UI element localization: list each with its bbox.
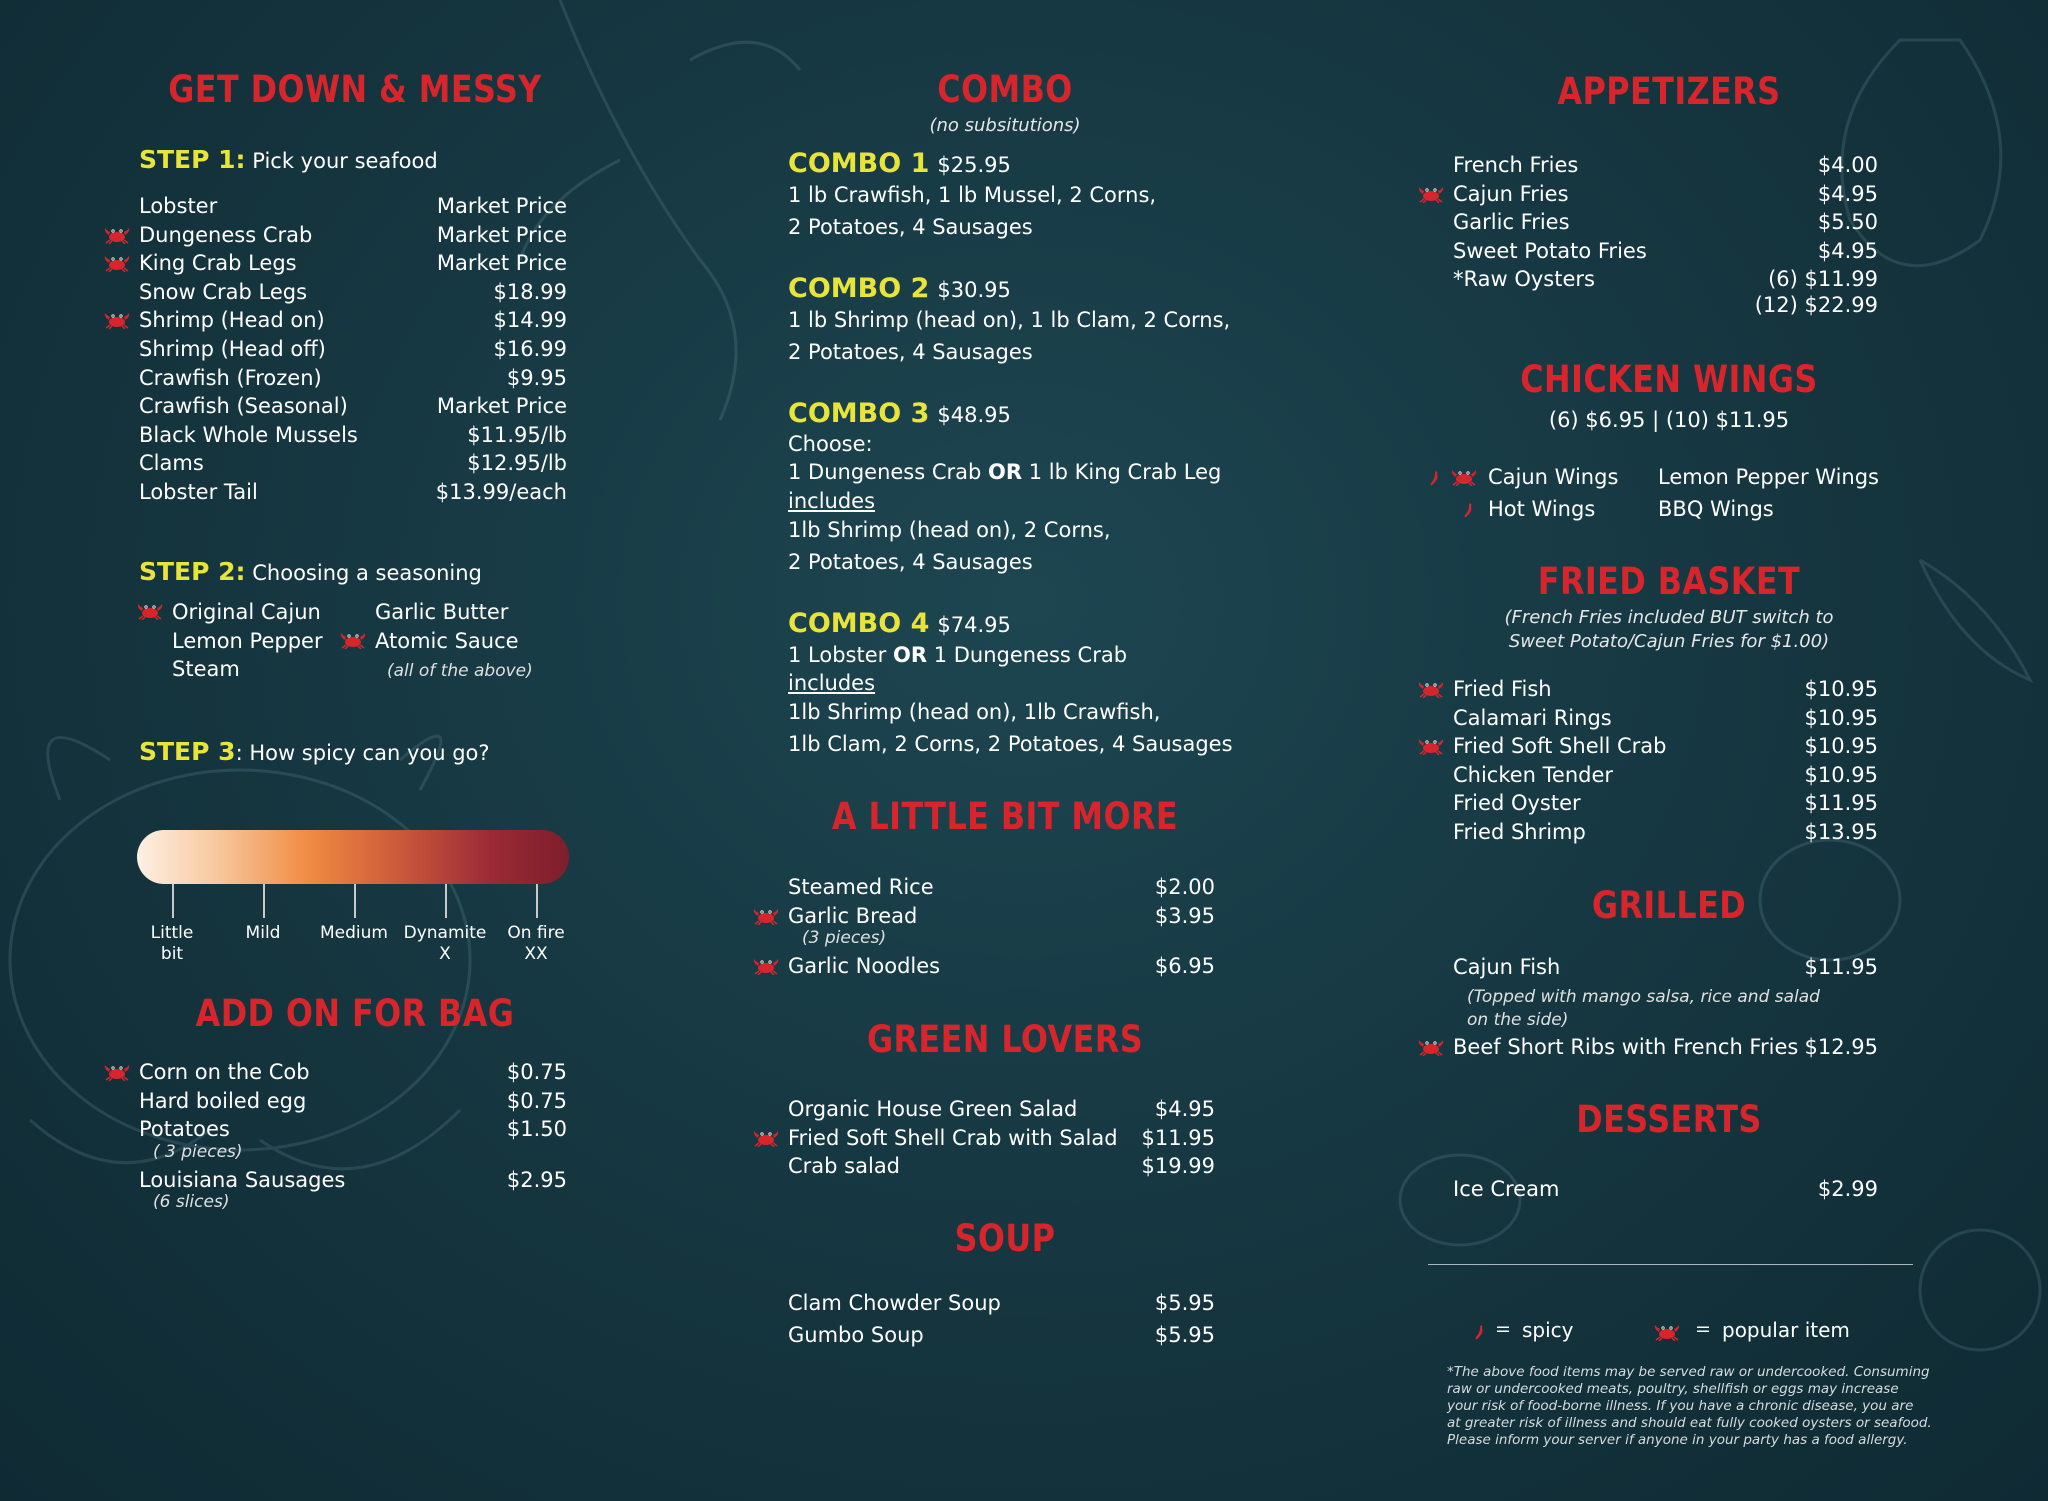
seasoning-note: (all of the above)	[387, 661, 533, 681]
menu-item-price: $5.95	[1154, 1323, 1215, 1347]
spice-level-line-1: Little	[150, 923, 194, 943]
menu-item-name: Black Whole Mussels	[139, 422, 358, 447]
menu-item	[1453, 210, 1878, 234]
grilled-item-name: Beef Short Ribs with French Fries	[1453, 1035, 1799, 1059]
step-2-text: Choosing a seasoning	[252, 561, 482, 585]
menu-item	[788, 1154, 1215, 1178]
menu-item	[139, 394, 567, 418]
menu-item	[1453, 820, 1878, 844]
menu-item	[139, 366, 567, 390]
menu-item-price: $14.99	[493, 308, 567, 333]
step-2-label	[139, 557, 482, 586]
wing-lemon-pepper: Lemon Pepper Wings	[1658, 465, 1879, 489]
menu-item-name: Sweet Potato Fries	[1453, 238, 1647, 263]
menu-item-name: Cajun Fries	[1453, 181, 1569, 206]
menu-item-price: Market Price	[436, 194, 567, 218]
section-title-desserts: DESSERTS	[1576, 1098, 1762, 1141]
combo-3-line-1: 1lb Shrimp (head on), 2 Corns,	[788, 518, 1111, 542]
grilled-note-1: (Topped with mango salsa, rice and salad	[1467, 987, 1820, 1007]
menu-item-note: ( 3 pieces)	[153, 1141, 243, 1162]
section-title-get-down: GET DOWN & MESSY	[168, 68, 542, 111]
section-title-appetizers: APPETIZERS	[1557, 70, 1781, 113]
dessert-item-name: Ice Cream	[1453, 1177, 1560, 1201]
section-title-basket: FRIED BASKET	[1537, 560, 1801, 603]
combo-2-header	[788, 273, 1011, 304]
spice-tick	[445, 884, 447, 918]
menu-item	[139, 451, 567, 475]
menu-item	[139, 251, 567, 275]
menu-item-name: Clams	[139, 451, 204, 476]
menu-item	[139, 194, 567, 218]
menu-item-price: $4.95	[1154, 1097, 1215, 1121]
menu-item	[1453, 734, 1878, 758]
menu-item-name: Hard boiled egg	[139, 1088, 307, 1113]
crab-icon	[752, 1129, 780, 1147]
menu-item-price: $13.99/each	[435, 480, 567, 504]
crab-icon	[103, 226, 131, 244]
spice-level-line-1: On fire	[507, 923, 565, 943]
section-title-grilled: GRILLED	[1591, 884, 1747, 927]
menu-item-name: Organic House Green Salad	[788, 1097, 1078, 1121]
combo-1-line-1: 1 lb Crawfish, 1 lb Mussel, 2 Corns,	[788, 183, 1157, 207]
menu-item-name: Potatoes	[139, 1117, 230, 1142]
menu-item-name: Fried Soft Shell Crab with Salad	[788, 1125, 1118, 1150]
menu-item-price: $11.95/lb	[467, 422, 567, 447]
crab-icon	[103, 1063, 131, 1081]
menu-item	[139, 1089, 567, 1113]
menu-item-note: (6 slices)	[153, 1192, 230, 1213]
section-title-wings: CHICKEN WINGS	[1520, 358, 1818, 401]
spice-level-label	[304, 923, 404, 944]
crab-icon	[1653, 1323, 1681, 1341]
combo-3-options	[788, 460, 1221, 484]
menu-item-price: $9.95	[506, 365, 567, 390]
basket-note-2: Sweet Potato/Cajun Fries for $1.00)	[1508, 631, 1830, 652]
menu-item	[788, 1291, 1215, 1315]
menu-item-price: $4.00	[1817, 153, 1878, 177]
crab-icon	[103, 311, 131, 329]
menu-item-price: $19.99	[1141, 1154, 1215, 1179]
combo-4-line-1: 1lb Shrimp (head on), 1lb Crawfish,	[788, 700, 1161, 724]
menu-item-name: Shrimp (Head on)	[139, 308, 325, 333]
crab-icon	[1450, 468, 1478, 486]
combo-3-header	[788, 398, 1011, 429]
crab-icon	[339, 631, 367, 649]
menu-item-price: $11.95	[1141, 1125, 1215, 1150]
combo-1-price: $25.95	[937, 153, 1011, 177]
menu-item-name: Chicken Tender	[1453, 762, 1614, 787]
menu-item-price: $13.95	[1804, 820, 1878, 844]
menu-item-price: Market Price	[436, 394, 567, 419]
menu-item	[1453, 153, 1878, 177]
menu-item-name: Crab salad	[788, 1154, 901, 1179]
grilled-note-2: on the side)	[1467, 1010, 1569, 1030]
legend-equals: =	[1695, 1318, 1711, 1340]
menu-item	[139, 1060, 567, 1084]
seasoning-original-cajun: Original Cajun	[172, 600, 321, 624]
menu-item-name: Lobster Tail	[139, 480, 258, 504]
menu-item	[139, 480, 567, 504]
menu-item-price: $0.75	[506, 1088, 567, 1113]
legend-equals: =	[1495, 1318, 1511, 1340]
combo-1-line-2: 2 Potatoes, 4 Sausages	[788, 215, 1033, 239]
menu-item	[788, 1323, 1215, 1347]
section-title-soup: SOUP	[954, 1217, 1056, 1260]
grilled-item-name: Cajun Fish	[1453, 955, 1561, 979]
menu-item-price: $4.95	[1817, 181, 1878, 206]
legend-spicy: spicy	[1522, 1318, 1574, 1342]
menu-item-note: (3 pieces)	[802, 928, 887, 949]
spice-level-label	[486, 923, 586, 965]
menu-item-name: *Raw Oysters	[1453, 267, 1595, 292]
seasoning-steam: Steam	[172, 657, 240, 681]
menu-item	[788, 954, 1215, 978]
grilled-item	[1453, 955, 1878, 979]
dessert-item-price: $2.99	[1817, 1177, 1878, 1201]
menu-item-price: $5.95	[1154, 1291, 1215, 1315]
chili-pepper-icon	[1462, 502, 1474, 518]
menu-item-name: Dungeness Crab	[139, 222, 313, 247]
menu-item-name: Gumbo Soup	[788, 1323, 924, 1347]
menu-item-price: $4.95	[1817, 238, 1878, 263]
legend-popular: popular item	[1722, 1318, 1850, 1342]
menu-item-name: Calamari Rings	[1453, 705, 1612, 730]
grilled-item-price: $12.95	[1804, 1035, 1878, 1059]
step-3-label	[139, 737, 490, 766]
menu-item-price: $2.95	[506, 1167, 567, 1192]
combo-4-includes: includes	[788, 671, 876, 695]
menu-item	[1453, 677, 1878, 701]
combo-3-includes: includes	[788, 489, 876, 513]
combo-2-price: $30.95	[937, 278, 1011, 302]
menu-item-name: Garlic Bread	[788, 903, 918, 928]
menu-item-name: Steamed Rice	[788, 875, 934, 899]
grilled-item-price: $11.95	[1804, 955, 1878, 979]
combo-2-name: COMBO 2	[788, 273, 930, 304]
menu-item	[139, 308, 567, 332]
spice-tick	[263, 884, 265, 918]
combo-4-option-a: 1 Lobster	[788, 643, 887, 667]
menu-item	[1453, 239, 1878, 263]
menu-item-price: $10.95	[1804, 762, 1878, 787]
combo-3-option-b: 1 lb King Crab Leg	[1028, 460, 1222, 484]
menu-item-price: $10.95	[1804, 677, 1878, 701]
menu-item	[1453, 267, 1878, 291]
combo-3-name: COMBO 3	[788, 398, 930, 429]
menu-item-price: $16.99	[493, 337, 567, 361]
spice-level-line-1: Medium	[320, 923, 388, 943]
menu-item	[139, 423, 567, 447]
combo-2-line-1: 1 lb Shrimp (head on), 1 lb Clam, 2 Corns,	[788, 308, 1231, 332]
menu-item	[788, 875, 1215, 899]
combo-3-option-a: 1 Dungeness Crab	[788, 460, 982, 484]
menu-item-name: Fried Soft Shell Crab	[1453, 734, 1667, 759]
spice-level-line-2: bit	[160, 944, 184, 964]
menu-item-name: King Crab Legs	[139, 251, 297, 276]
seasoning-garlic-butter: Garlic Butter	[375, 600, 509, 624]
step-3-text: : How spicy can you go?	[235, 741, 490, 765]
basket-note-1: (French Fries included BUT switch to	[1504, 607, 1834, 628]
menu-item-name: Crawfish (Seasonal)	[139, 394, 348, 419]
crab-icon	[103, 254, 131, 272]
section-title-green: GREEN LOVERS	[866, 1018, 1144, 1061]
crab-icon	[1417, 737, 1445, 755]
disclaimer-line: your risk of food-borne illness. If you have a chronic disease, you are	[1447, 1398, 1914, 1414]
combo-4-name: COMBO 4	[788, 608, 930, 639]
menu-item-name: Fried Oyster	[1453, 791, 1581, 816]
chili-pepper-icon	[1473, 1324, 1485, 1340]
menu-item-name: French Fries	[1453, 153, 1579, 177]
menu-item-price: $3.95	[1154, 903, 1215, 928]
menu-item	[788, 904, 1215, 928]
menu-item	[139, 223, 567, 247]
crab-icon	[752, 957, 780, 975]
wings-prices: (6) $6.95 | (10) $11.95	[1548, 408, 1790, 432]
wing-hot: Hot Wings	[1488, 497, 1596, 521]
menu-item-price: Market Price	[436, 222, 567, 247]
menu-item	[139, 337, 567, 361]
spice-tick	[536, 884, 538, 918]
menu-item-name: Lobster	[139, 194, 218, 218]
section-title-add-on: ADD ON FOR BAG	[195, 992, 515, 1035]
combo-3-choose: Choose:	[788, 432, 873, 456]
menu-item-price: $5.50	[1817, 210, 1878, 235]
menu-item-name: Garlic Fries	[1453, 210, 1570, 235]
crab-icon	[1417, 185, 1445, 203]
combo-subtitle: (no subsitutions)	[929, 115, 1081, 136]
spice-level-line-2: X	[439, 944, 451, 964]
combo-4-header	[788, 608, 1011, 639]
menu-item	[788, 1097, 1215, 1121]
combo-2-line-2: 2 Potatoes, 4 Sausages	[788, 340, 1033, 364]
combo-3-line-2: 2 Potatoes, 4 Sausages	[788, 550, 1033, 574]
combo-4-line-2: 1lb Clam, 2 Corns, 2 Potatoes, 4 Sausages	[788, 732, 1233, 756]
combo-4-price: $74.95	[937, 613, 1011, 637]
spice-meter	[137, 830, 569, 884]
menu-item-name: Corn on the Cob	[139, 1060, 310, 1084]
menu-item-price: (6) $11.99	[1768, 267, 1878, 292]
step-3-number: STEP 3	[139, 737, 236, 766]
wing-cajun: Cajun Wings	[1488, 465, 1619, 489]
menu-item-name: Louisiana Sausages	[139, 1167, 346, 1192]
combo-4-or: OR	[892, 643, 927, 667]
spice-level-line-1: Dynamite	[403, 923, 487, 943]
crab-icon	[752, 907, 780, 925]
menu-item-name: Garlic Noodles	[788, 954, 941, 979]
menu-item-price: $12.95/lb	[467, 451, 567, 476]
spice-tick	[354, 884, 356, 918]
chili-pepper-icon	[1428, 470, 1440, 486]
crab-icon	[1417, 1038, 1445, 1056]
dessert-item	[1453, 1177, 1878, 1201]
menu-item-name: Clam Chowder Soup	[788, 1291, 1001, 1315]
seasoning-lemon-pepper: Lemon Pepper	[172, 629, 323, 653]
menu-item	[1453, 706, 1878, 730]
menu-item-price: $1.50	[506, 1117, 567, 1142]
menu-item-price: $0.75	[506, 1060, 567, 1084]
section-title-combo: COMBO	[937, 68, 1073, 111]
menu-item	[1453, 182, 1878, 206]
menu-item-name: Shrimp (Head off)	[139, 337, 326, 361]
menu-item-price: Market Price	[436, 251, 567, 276]
wing-bbq: BBQ Wings	[1658, 497, 1774, 521]
menu-item-name: Crawfish (Frozen)	[139, 365, 322, 390]
menu-item	[139, 1168, 567, 1192]
combo-1-name: COMBO 1	[788, 148, 930, 179]
step-1-label	[139, 145, 438, 174]
spice-level-line-2: XX	[524, 944, 548, 964]
menu-item-price: $10.95	[1804, 705, 1878, 730]
menu-item-price: $11.95	[1804, 791, 1878, 816]
disclaimer-line: Please inform your server if anyone in your party has a food allergy.	[1447, 1432, 1908, 1448]
disclaimer-line: at greater risk of illness and should eat fully cooked oysters or seafood.	[1447, 1415, 1932, 1431]
spice-level-label	[395, 923, 495, 965]
menu-item-price: $6.95	[1154, 954, 1215, 979]
combo-3-or: OR	[988, 460, 1023, 484]
menu-item-name: Fried Fish	[1453, 677, 1552, 701]
step-1-number: STEP 1:	[139, 145, 246, 174]
menu-item-name: Fried Shrimp	[1453, 820, 1586, 844]
combo-3-price: $48.95	[937, 403, 1011, 427]
crab-icon	[1417, 680, 1445, 698]
disclaimer-line: *The above food items may be served raw or undercooked. Consuming	[1447, 1364, 1930, 1380]
disclaimer	[1447, 1364, 1932, 1449]
spice-level-line-1: Mild	[245, 923, 281, 943]
menu-item	[788, 1126, 1215, 1150]
menu-item-price: $10.95	[1804, 734, 1878, 759]
grilled-item	[1453, 1035, 1878, 1059]
combo-4-options	[788, 643, 1127, 667]
menu-item	[139, 1117, 567, 1141]
menu-item	[1453, 791, 1878, 815]
step-2-number: STEP 2:	[139, 557, 246, 586]
section-title-more: A LITTLE BIT MORE	[831, 795, 1179, 838]
seasoning-atomic-sauce: Atomic Sauce	[375, 629, 519, 653]
combo-1-header	[788, 148, 1011, 179]
crab-icon	[136, 602, 164, 620]
spice-level-label	[122, 923, 222, 965]
oyster-price-12: (12) $22.99	[1754, 293, 1878, 317]
disclaimer-line: raw or undercooked meats, poultry, shellfish or eggs may increase	[1447, 1381, 1899, 1397]
menu-item	[1453, 763, 1878, 787]
menu-item-price: $2.00	[1154, 875, 1215, 899]
combo-4-option-b: 1 Dungeness Crab	[933, 643, 1128, 667]
spice-level-label	[213, 923, 313, 944]
divider	[1428, 1264, 1913, 1265]
spice-tick	[172, 884, 174, 918]
menu-item	[139, 280, 567, 304]
menu-item-price: $18.99	[493, 279, 567, 304]
step-1-text: Pick your seafood	[252, 149, 438, 173]
menu-item-name: Snow Crab Legs	[139, 279, 308, 304]
